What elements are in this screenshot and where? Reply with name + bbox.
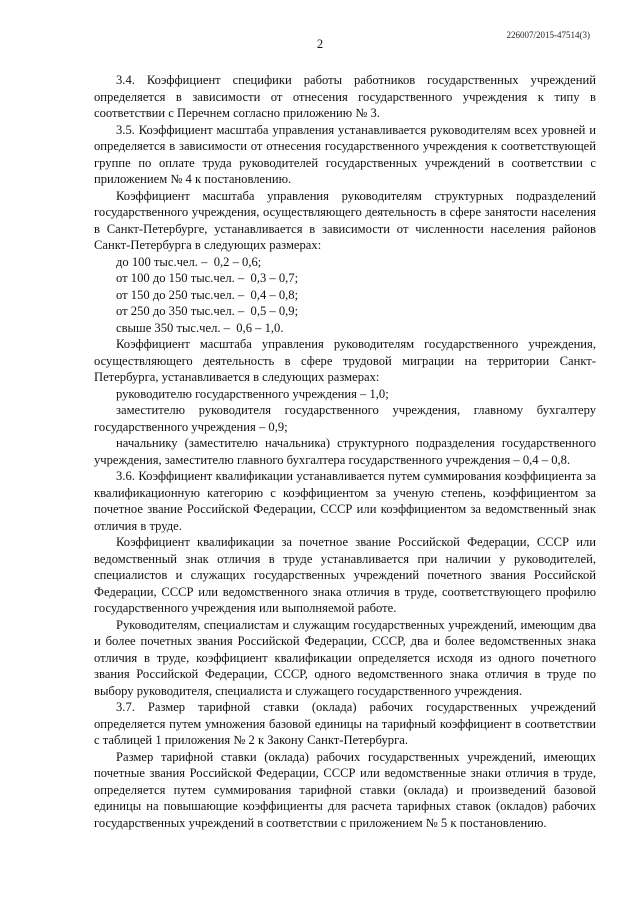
paragraph-3-5: 3.5. Коэффициент масштаба управления устанавливается руководителям всех уровней и определяется в зависимости от отнесения государственного учреждения к соответствующей группе по оплате труда руководителей государственных учреждений в соответствии с приложением № 4 к постановлению.: [94, 122, 596, 186]
population-range-item: от 100 до 150 тыс.чел. – 0,3 – 0,7;: [116, 271, 299, 285]
population-range-item: свыше 350 тыс.чел. – 0,6 – 1,0.: [116, 320, 284, 335]
paragraph-migration-coefficient: Коэффициент масштаба управления руководителям государственного учреждения, осуществляющего деятельность в сфере трудовой миграции на территории Санкт-Петербурга, устанавливается в следующих размерах:: [94, 337, 596, 384]
list-item-department-head: начальнику (заместителю начальника) структурного подразделения государственного учреждения, заместителю главного бухгалтера государственного учреждения – 0,4 – 0,8.: [94, 436, 596, 467]
page-number: 2: [316, 37, 324, 51]
paragraph-3-7: 3.7. Размер тарифной ставки (оклада) рабочих государственных учреждений определяется путем умножения базовой единицы на тарифный коэффициент в соответствии с таблицей 1 приложения № 2 к Закону Санкт-Петербурга.: [94, 700, 596, 747]
document-registration-code: 226007/2015-47514(3): [506, 30, 590, 40]
paragraph-3-6: 3.6. Коэффициент квалификации устанавливается путем суммирования коэффициента за квалификационную категорию с коэффициентом за ученую степень, коэффициентом за почетное звание Российской Федерации, СССР или коэффициентом за ведомственный знак отличия в труде.: [94, 469, 596, 533]
population-range-item: от 250 до 350 тыс.чел. – 0,5 – 0,9;: [116, 304, 299, 318]
paragraph-multiple-titles: Руководителям, специалистам и служащим государственных учреждений, имеющим два и более почетных звания Российской Федерации, СССР, два и более ведомственных знака отличия в труде, коэффициент квалификации определяется исходя из одного почетного звания Российской Федерации, СССР, одного ведомственного знака отличия в труде по выбору руководителя, специалиста и служащего государственного учреждения.: [94, 617, 596, 698]
paragraph-honorary-title: Коэффициент квалификации за почетное звание Российской Федерации, СССР или ведомственный знак отличия в труде устанавливается при наличии у руководителей, специалистов и служащих государственных учреждений почетного звания Российской Федерации, СССР или ведомственного знака отличия в труде, соответствующего профилю государственного учреждения или выполняемой работе.: [94, 535, 596, 615]
paragraph-3-4: 3.4. Коэффициент специфики работы работников государственных учреждений определяется в зависимости от отнесения государственного учреждения к типу в соответствии с Перечнем согласно приложению № 3.: [94, 73, 596, 120]
population-range-item: до 100 тыс.чел. – 0,2 – 0,6;: [116, 254, 262, 269]
paragraph-employment-coefficient: Коэффициент масштаба управления руководителям структурных подразделений государственного учреждения, осуществляющего деятельность в сфере занятости населения в Санкт-Петербурге, устанавливается в зависимости от численности населения районов Санкт-Петербурга в следующих размерах:: [94, 188, 596, 252]
list-item-deputy-director: заместителю руководителя государственного учреждения, главному бухгалтеру государственного учреждения – 0,9;: [94, 403, 596, 434]
document-body: [94, 72, 596, 831]
list-item-director: руководителю государственного учреждения – 1,0;: [116, 386, 389, 401]
paragraph-worker-tariff: Размер тарифной ставки (оклада) рабочих государственных учреждений, имеющих почетные звания Российской Федерации, СССР или ведомственные знаки отличия в труде, определяется путем суммирования тарифной ставки (оклада) и произведений базовой единицы на повышающие коэффициенты для расчета тарифных ставок (окладов) рабочих государственных учреждений в соответствии с приложением № 5 к постановлению.: [94, 749, 596, 830]
population-range-item: от 150 до 250 тыс.чел. – 0,4 – 0,8;: [116, 287, 299, 302]
